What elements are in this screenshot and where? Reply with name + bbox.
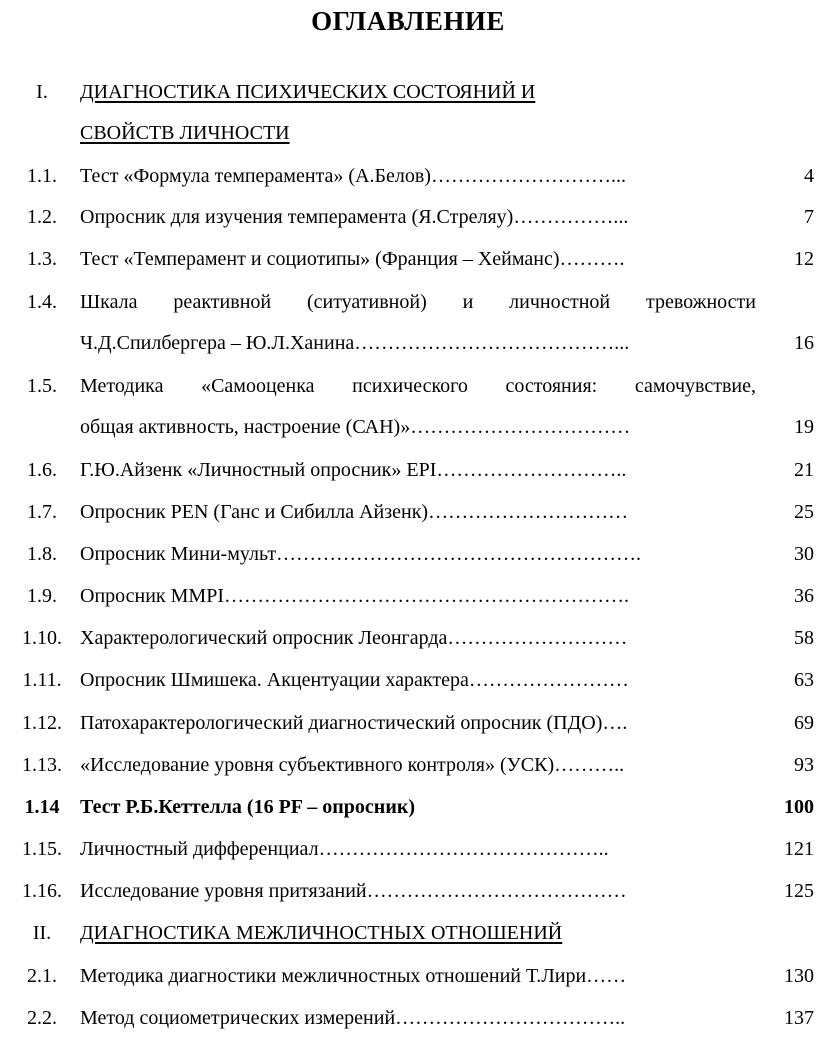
toc-number: 1.11. — [22, 669, 62, 691]
toc-page-number: 125 — [784, 880, 814, 902]
toc-page-number: 16 — [794, 332, 814, 354]
toc-entry-title: Опросник MMPI……………………………………………………. — [80, 585, 629, 607]
toc-page-number: 36 — [794, 585, 814, 607]
toc-page-number: 58 — [794, 627, 814, 649]
toc-entry-title: общая активность, настроение (САН)»…………………………… — [80, 416, 631, 438]
toc-entry-title: Методика «Самооценка психического состояния: самочувствие, — [80, 375, 756, 397]
toc-page-number: 19 — [794, 416, 814, 438]
toc-page-number: 12 — [794, 248, 814, 270]
toc-entry-title: Шкала реактивной (ситуативной) и личностной тревожности — [80, 291, 756, 313]
toc-entry-title: Г.Ю.Айзенк «Личностный опросник» EPI……………………….. — [80, 459, 627, 481]
toc-number: 1.7. — [27, 501, 57, 523]
toc-number: 1.3. — [27, 248, 57, 270]
toc-entry-title: Характерологический опросник Леонгарда……………………… — [80, 627, 628, 649]
toc-number: 1.1. — [27, 165, 57, 187]
toc-page-number: 21 — [794, 459, 814, 481]
toc-number: 1.13. — [22, 754, 62, 776]
page-title: ОГЛАВЛЕНИЕ — [311, 6, 505, 36]
toc-number: 2.1. — [27, 965, 57, 987]
toc-entry-title: Методика диагностики межличностных отношений Т.Лири…… — [80, 965, 627, 987]
toc-number: 1.15. — [22, 838, 62, 860]
toc-number: 1.8. — [27, 543, 57, 565]
toc-number: 1.9. — [27, 585, 57, 607]
toc-entry-title: Тест Р.Б.Кеттелла (16 PF – опросник) — [80, 796, 416, 818]
toc-page-number: 30 — [794, 543, 814, 565]
toc-entry-title: Патохарактерологический диагностический опросник (ПДО)…. — [80, 712, 628, 734]
toc-page-number: 121 — [784, 838, 814, 860]
toc-section-title: ДИАГНОСТИКА ПСИХИЧЕСКИХ СОСТОЯНИЙ И — [80, 81, 536, 103]
toc-entry-title: Опросник Мини-мульт………………………………………………. — [80, 543, 642, 565]
toc-number: 2.2. — [27, 1007, 57, 1029]
toc-entry-title: Тест «Формула темперамента» (А.Белов)………………………... — [80, 165, 626, 187]
toc-page-number: 7 — [804, 206, 814, 228]
toc-number: 1.10. — [22, 627, 62, 649]
toc-entry-title: Ч.Д.Спилбергера – Ю.Л.Ханина…………………………………... — [80, 332, 630, 354]
toc-page-number: 63 — [794, 669, 814, 691]
toc-number: 1.12. — [22, 712, 62, 734]
toc-section-title: СВОЙСТВ ЛИЧНОСТИ — [80, 122, 290, 144]
toc-entry-title: «Исследование уровня субъективного контроля» (УСК)……….. — [80, 754, 625, 776]
toc-number: 1.4. — [27, 291, 57, 313]
toc-page-number: 130 — [784, 965, 814, 987]
toc-page-number: 25 — [794, 501, 814, 523]
toc-entry-title: Тест «Темперамент и социотипы» (Франция – Хейманс)………. — [80, 248, 625, 270]
toc-page-number: 69 — [794, 712, 814, 734]
toc-entry-title: Личностный дифференциал…………………………………….. — [80, 838, 609, 860]
toc-entry-title: Опросник для изучения темперамента (Я.Стреляу)……………... — [80, 206, 629, 228]
toc-entry-title: Опросник Шмишека. Акцентуации характера…………………… — [80, 669, 629, 691]
toc-number: I. — [36, 81, 48, 103]
toc-number: 1.14 — [24, 796, 60, 818]
toc-number: 1.16. — [22, 880, 62, 902]
toc-section-title: ДИАГНОСТИКА МЕЖЛИЧНОСТНЫХ ОТНОШЕНИЙ — [80, 922, 563, 944]
toc-number: II. — [32, 922, 52, 944]
toc-number: 1.2. — [27, 206, 57, 228]
toc-page-number: 100 — [784, 796, 814, 818]
toc-page-number: 137 — [784, 1007, 814, 1029]
toc-number: 1.6. — [27, 459, 57, 481]
toc-entry-title: Метод социометрических измерений…………………………….. — [80, 1007, 626, 1029]
toc-number: 1.5. — [27, 375, 57, 397]
toc-entry-title: Исследование уровня притязаний………………………………… — [80, 880, 627, 902]
toc-page-number: 93 — [794, 754, 814, 776]
toc-entry-title: Опросник PEN (Ганс и Сибилла Айзенк)………………………… — [80, 501, 629, 523]
toc-page-number: 4 — [804, 165, 814, 187]
